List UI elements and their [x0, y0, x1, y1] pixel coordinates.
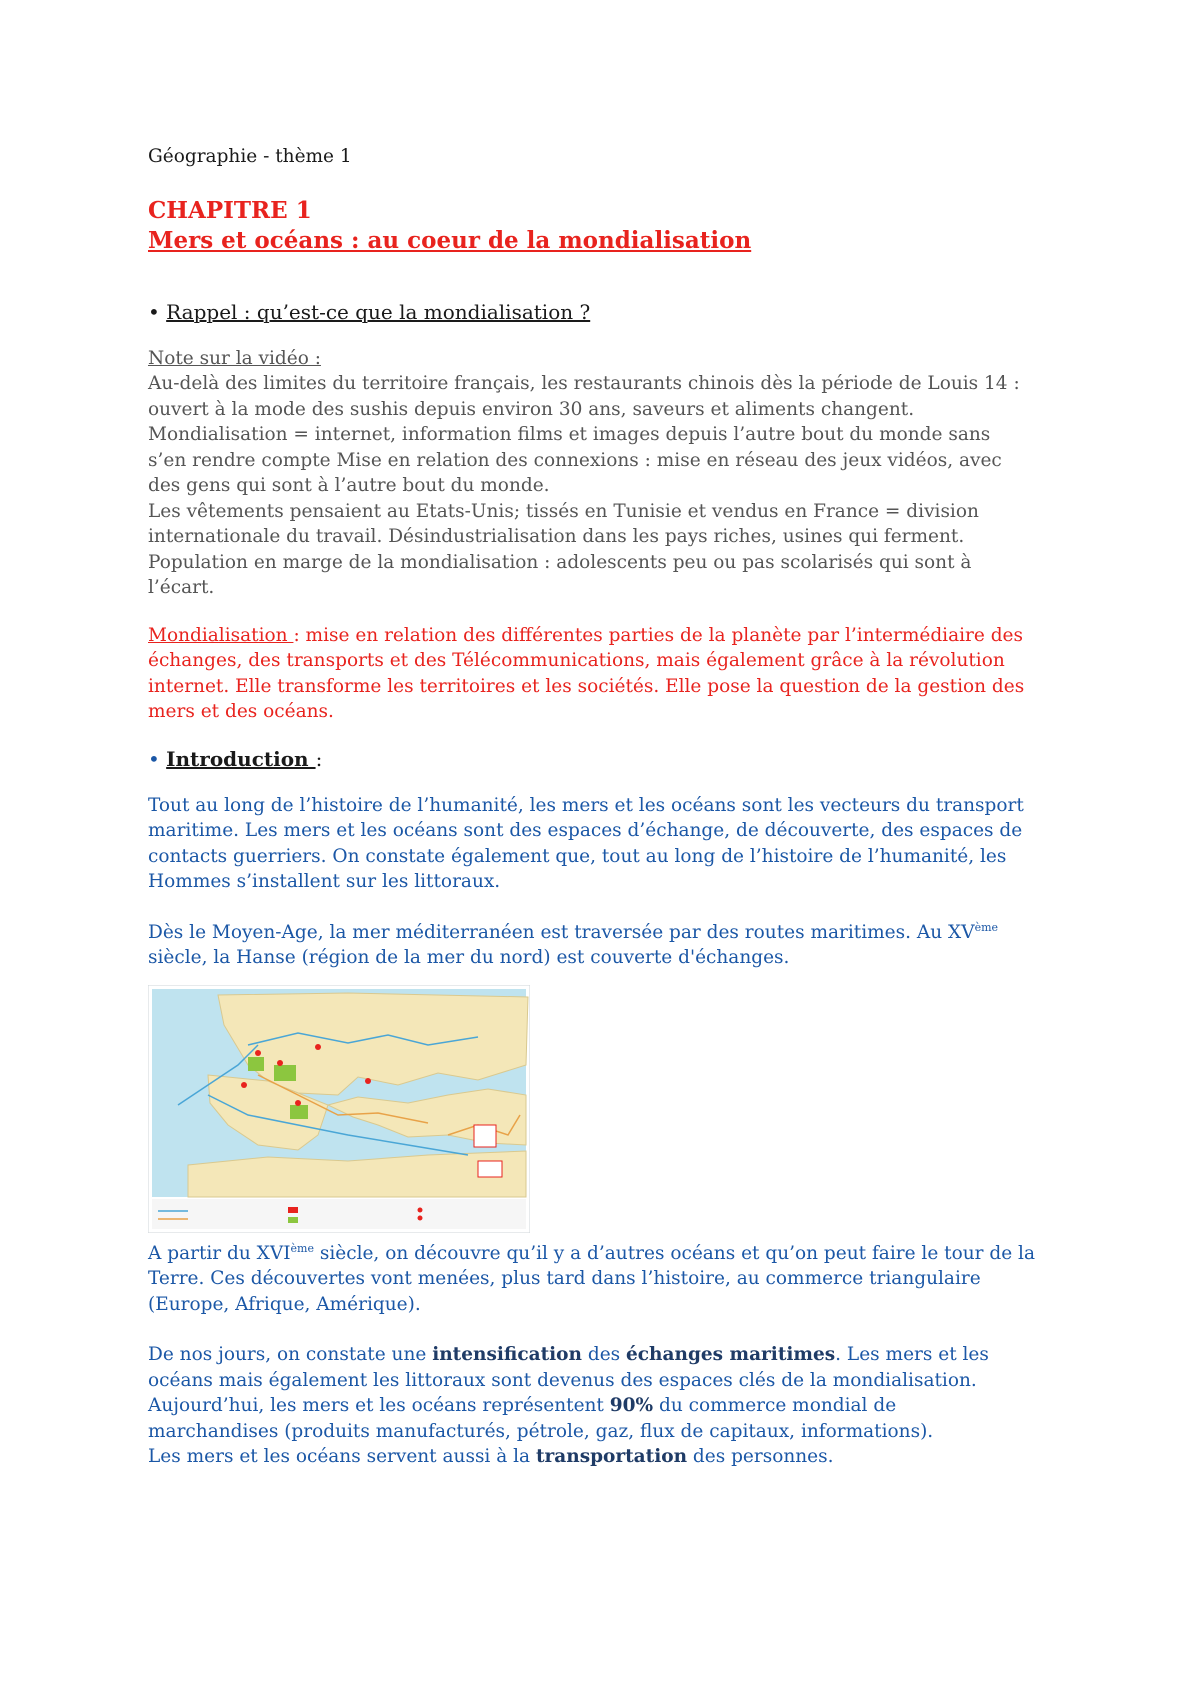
map-legend	[152, 1199, 526, 1229]
map-city	[315, 1044, 321, 1050]
rappel-heading-text: Rappel : qu’est-ce que la mondialisation ?	[166, 299, 591, 324]
note-line: Mondialisation = internet, information films et images depuis l’autre bout du monde sans	[148, 424, 991, 445]
rappel-heading	[148, 298, 1068, 326]
definition-line: internet. Elle transforme les territoires et les sociétés. Elle pose la question de la gestion des	[148, 675, 1025, 697]
map-city	[295, 1100, 301, 1106]
intro-line: (Europe, Afrique, Amérique).	[148, 1293, 421, 1315]
note-line: l’écart.	[148, 577, 215, 598]
definition-line: mers et des océans.	[148, 701, 334, 722]
bullet: •	[148, 746, 160, 771]
intro-line: marchandises (produits manufacturés, pétrole, gaz, flux de capitaux, informations).	[148, 1420, 934, 1442]
superscript: ème	[974, 920, 999, 934]
intro-line: Tout au long de l’histoire de l’humanité, les mers et les océans sont les vecteurs du transport	[148, 794, 1024, 816]
note-line: ouvert à la mode des sushis depuis environ 30 ans, saveurs et aliments changent.	[148, 398, 915, 420]
bullet: •	[148, 299, 160, 324]
intro-line: Hommes s’installent sur les littoraux.	[148, 871, 501, 892]
intro-text: De nos jours, on constate une	[148, 1344, 433, 1365]
note-line: s’en rendre compte Mise en relation des connexions : mise en réseau des jeux vidéos, avec	[148, 449, 1002, 471]
medieval-trade-map	[148, 985, 530, 1233]
intro-paragraph-3	[148, 1241, 1068, 1318]
note-line: Au-delà des limites du territoire français, les restaurants chinois dès la période de Louis 14 :	[148, 373, 1020, 394]
note-line: internationale du travail. Désindustrialisation dans les pays riches, usines qui ferment.	[148, 526, 965, 547]
intro-text: du commerce mondial de	[653, 1395, 897, 1416]
definition-paragraph	[148, 623, 1068, 725]
intro-line: siècle, la Hanse (région de la mer du nord) est couverte d'échanges.	[148, 947, 790, 968]
map-zone	[274, 1065, 296, 1081]
definition-line: échanges, des transports et des Télécommunications, mais également grâce à la révolution	[148, 650, 1005, 671]
intro-text: Les mers et les océans servent aussi à la	[148, 1446, 536, 1467]
map-city	[241, 1082, 247, 1088]
intro-line: A partir du XVI	[148, 1242, 291, 1264]
chapter-title: Mers et océans : au coeur de la mondialisation	[148, 226, 752, 254]
intro-text: . Les mers et les	[835, 1344, 989, 1365]
map-label-box	[474, 1125, 496, 1147]
intro-text: Aujourd’hui, les mers et les océans représentent	[148, 1395, 610, 1416]
intro-line: contacts guerriers. On constate également que, tout au long de l’histoire de l’humanité, les	[148, 845, 1007, 867]
note-line: Les vêtements pensaient au Etats-Unis; tissés en Tunisie et vendus en France = division	[148, 500, 979, 522]
map-zone	[290, 1105, 308, 1119]
subject-label: Géographie - thème 1	[148, 146, 352, 167]
note-line: des gens qui sont à l’autre bout du monde.	[148, 475, 550, 496]
map-zone	[248, 1057, 264, 1071]
document-content	[148, 144, 1068, 1470]
introduction-heading-text: Introduction	[166, 746, 316, 771]
bold-term: 90%	[609, 1395, 654, 1416]
definition-colon: :	[293, 624, 300, 646]
bold-term: transportation	[535, 1446, 688, 1467]
note-body	[148, 371, 1068, 601]
map-label-box	[478, 1161, 502, 1177]
bold-term: échanges maritimes	[626, 1344, 836, 1365]
superscript: ème	[290, 1241, 314, 1255]
note-label: Note sur la vidéo :	[148, 347, 321, 369]
map-city	[277, 1060, 283, 1066]
intro-paragraph-1	[148, 793, 1068, 895]
intro-paragraph-4	[148, 1342, 1068, 1470]
definition-line: mise en relation des différentes parties de la planète par l’intermédiaire des	[299, 624, 1023, 646]
bold-term: intensification	[432, 1344, 582, 1365]
intro-line: Terre. Ces découvertes vont menées, plus tard dans l’histoire, au commerce triangulaire	[148, 1268, 981, 1289]
intro-text: des	[581, 1344, 627, 1365]
intro-line: océans mais également les littoraux sont devenus des espaces clés de la mondialisation.	[148, 1369, 977, 1391]
intro-line: maritime. Les mers et les océans sont des espaces d’échange, de découverte, des espaces de	[148, 820, 1023, 841]
intro-line: Dès le Moyen-Age, la mer méditerranéen est traversée par des routes maritimes. Au XV	[148, 921, 975, 943]
introduction-colon: :	[315, 746, 323, 771]
intro-text: des personnes.	[687, 1446, 834, 1467]
intro-paragraph-2	[148, 920, 1068, 971]
intro-line: siècle, on découvre qu’il y a d’autres océans et qu’on peut faire le tour de la	[313, 1242, 1035, 1264]
introduction-heading	[148, 745, 1068, 773]
chapter-number: CHAPITRE 1	[148, 196, 312, 224]
map-city	[365, 1078, 371, 1084]
note-line: Population en marge de la mondialisation : adolescents peu ou pas scolarisés qui sont à	[148, 551, 972, 573]
definition-term: Mondialisation	[148, 624, 294, 646]
map-city	[255, 1050, 261, 1056]
